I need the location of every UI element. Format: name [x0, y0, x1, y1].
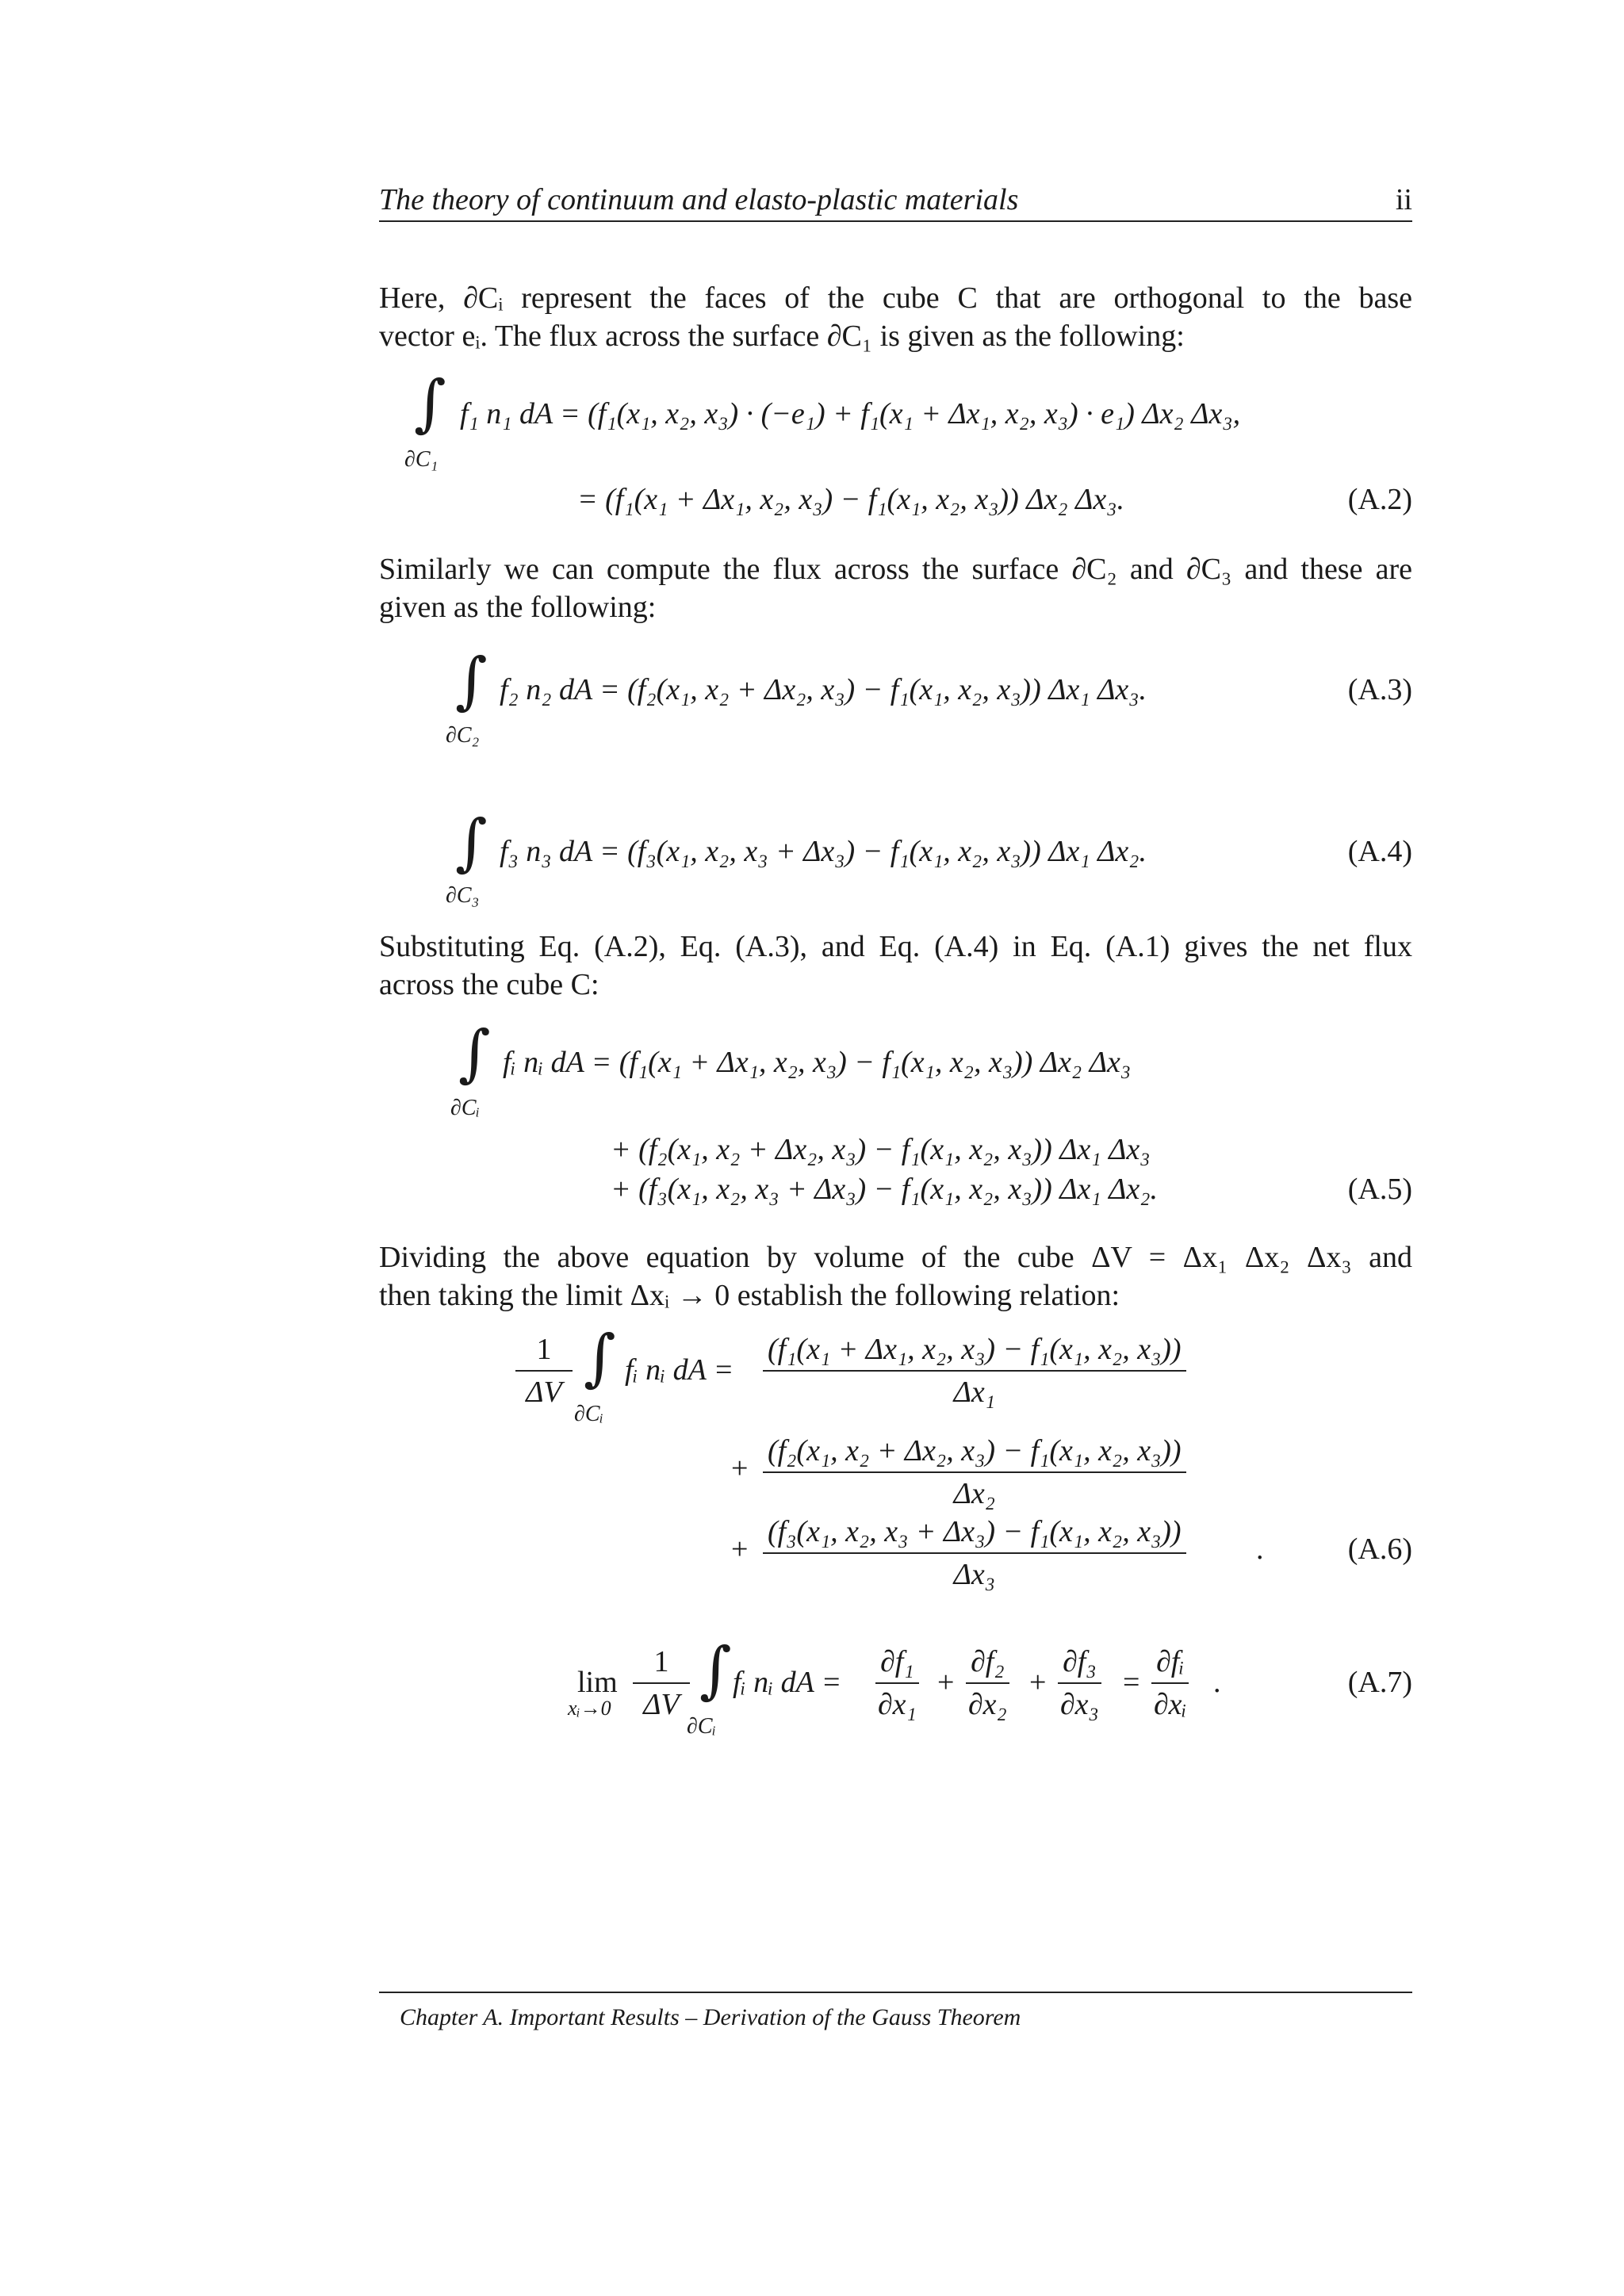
limit-subscript: xᵢ→0 — [568, 1697, 611, 1720]
integral-sign: ∫ — [458, 1018, 491, 1089]
equation-line: f₁ n₁ dA = (f₁(x₁, x₂, x₃) · (−e₁) + f₁(x₁ + Δx₁, x₂, x₃) · e₁) Δx₂ Δx₃, — [460, 397, 1241, 430]
integral-domain: ∂C₃ — [446, 883, 480, 908]
integral-sign: ∫ — [584, 1322, 616, 1394]
fraction: $\frac{\text{(f₃(x₁, x₂, x₃ + Δx₃) − f₁(x₁, x₂, x₃))}}{\text{Δx₃}}$ — [763, 1514, 1186, 1592]
period: . — [1213, 1666, 1221, 1699]
running-header — [379, 181, 1412, 222]
integral-domain: ∂Cᵢ — [687, 1714, 716, 1739]
paragraph — [379, 550, 1412, 626]
paragraph — [379, 928, 1412, 1004]
integral-domain: ∂Cᵢ — [574, 1402, 603, 1426]
integral-sign: ∫ — [414, 368, 446, 439]
fraction: $\frac{\text{∂f₃}}{\text{∂x₃}}$ — [1058, 1644, 1101, 1722]
equation-number: (A.2) — [1347, 483, 1412, 516]
integral-sign: ∫ — [455, 807, 488, 878]
plus-sign: + — [937, 1666, 955, 1699]
text-line: across the cube C: — [379, 968, 599, 1001]
equation-line: = (f₁(x₁ + Δx₁, x₂, x₃) − f₁(x₁, x₂, x₃)) Δx₂ Δx₃. — [577, 483, 1124, 516]
text-line: given as the following: — [379, 591, 657, 624]
equation-text: fᵢ nᵢ dA = — [733, 1666, 842, 1699]
limit-operator: lim — [577, 1666, 618, 1699]
equation-number: (A.5) — [1347, 1173, 1412, 1206]
integral-domain: ∂C₂ — [446, 723, 480, 748]
text-line: vector eᵢ. The flux across the surface ∂C₁ is given as the following: — [379, 320, 1185, 353]
paragraph — [379, 1238, 1412, 1314]
page-number: ii — [1395, 183, 1412, 216]
fraction: $\frac{\text{∂fᵢ}}{\text{∂xᵢ}}$ — [1151, 1644, 1189, 1722]
equation-line: + (f₃(x₁, x₂, x₃ + Δx₃) − f₁(x₁, x₂, x₃)) Δx₁ Δx₂. — [611, 1173, 1158, 1206]
text-line: Substituting Eq. (A.2), Eq. (A.3), and Eq. (A.4) in Eq. (A.1) gives the net flux — [379, 930, 1412, 963]
equals-sign: = — [1123, 1666, 1140, 1699]
text-line: Similarly we can compute the flux across the surface ∂C₂ and ∂C₃ and these are — [379, 553, 1412, 586]
equation-line: f₃ n₃ dA = (f₃(x₁, x₂, x₃ + Δx₃) − f₁(x₁, x₂, x₃)) Δx₁ Δx₂. — [500, 835, 1147, 868]
equation-number: (A.4) — [1347, 835, 1412, 868]
fraction: $\frac{1}{\Delta V}$ — [515, 1332, 573, 1410]
equation-line: + (f₂(x₁, x₂ + Δx₂, x₃) − f₁(x₁, x₂, x₃)) Δx₁ Δx₃ — [611, 1133, 1151, 1166]
text-line: Here, ∂Cᵢ represent the faces of the cube C that are orthogonal to the base — [379, 281, 1412, 315]
integral-sign: ∫ — [455, 645, 488, 717]
fraction: $\frac{\text{∂f₁}}{\text{∂x₁}}$ — [875, 1644, 919, 1722]
text-line: Dividing the above equation by volume of the cube ΔV = Δx₁ Δx₂ Δx₃ and — [379, 1241, 1412, 1274]
integral-domain: ∂Cᵢ — [450, 1096, 480, 1120]
text-line: then taking the limit Δxᵢ → 0 establish the following relation: — [379, 1279, 1120, 1312]
equation-text: fᵢ nᵢ dA = — [625, 1353, 734, 1387]
equation-number: (A.6) — [1347, 1533, 1412, 1566]
intro-paragraph — [379, 279, 1412, 355]
fraction: $\frac{\text{(f₁(x₁ + Δx₁, x₂, x₃) − f₁(x₁, x₂, x₃))}}{\text{Δx₁}}$ — [763, 1332, 1186, 1410]
equation-line: f₂ n₂ dA = (f₂(x₁, x₂ + Δx₂, x₃) − f₁(x₁, x₂, x₃)) Δx₁ Δx₃. — [500, 673, 1147, 706]
plus-sign: + — [731, 1452, 749, 1485]
footer-rule — [379, 1992, 1412, 1993]
running-title: The theory of continuum and elasto-plastic materials — [379, 183, 1019, 216]
integral-domain: ∂C₁ — [404, 447, 439, 472]
plus-sign: + — [731, 1533, 749, 1566]
period: . — [1256, 1533, 1264, 1566]
integral-sign: ∫ — [699, 1635, 732, 1706]
fraction: $\frac{\text{(f₂(x₁, x₂ + Δx₂, x₃) − f₁(x₁, x₂, x₃))}}{\text{Δx₂}}$ — [763, 1433, 1186, 1511]
equation-line: fᵢ nᵢ dA = (f₁(x₁ + Δx₁, x₂, x₃) − f₁(x₁, x₂, x₃)) Δx₂ Δx₃ — [503, 1046, 1132, 1079]
plus-sign: + — [1029, 1666, 1047, 1699]
running-footer: Chapter A. Important Results – Derivation of the Gauss Theorem — [400, 2004, 1021, 2030]
fraction: $\frac{\text{∂f₂}}{\text{∂x₂}}$ — [966, 1644, 1009, 1722]
equation-number: (A.7) — [1347, 1666, 1412, 1699]
fraction: $\frac{1}{\Delta V}$ — [633, 1644, 690, 1722]
equation-number: (A.3) — [1347, 673, 1412, 706]
